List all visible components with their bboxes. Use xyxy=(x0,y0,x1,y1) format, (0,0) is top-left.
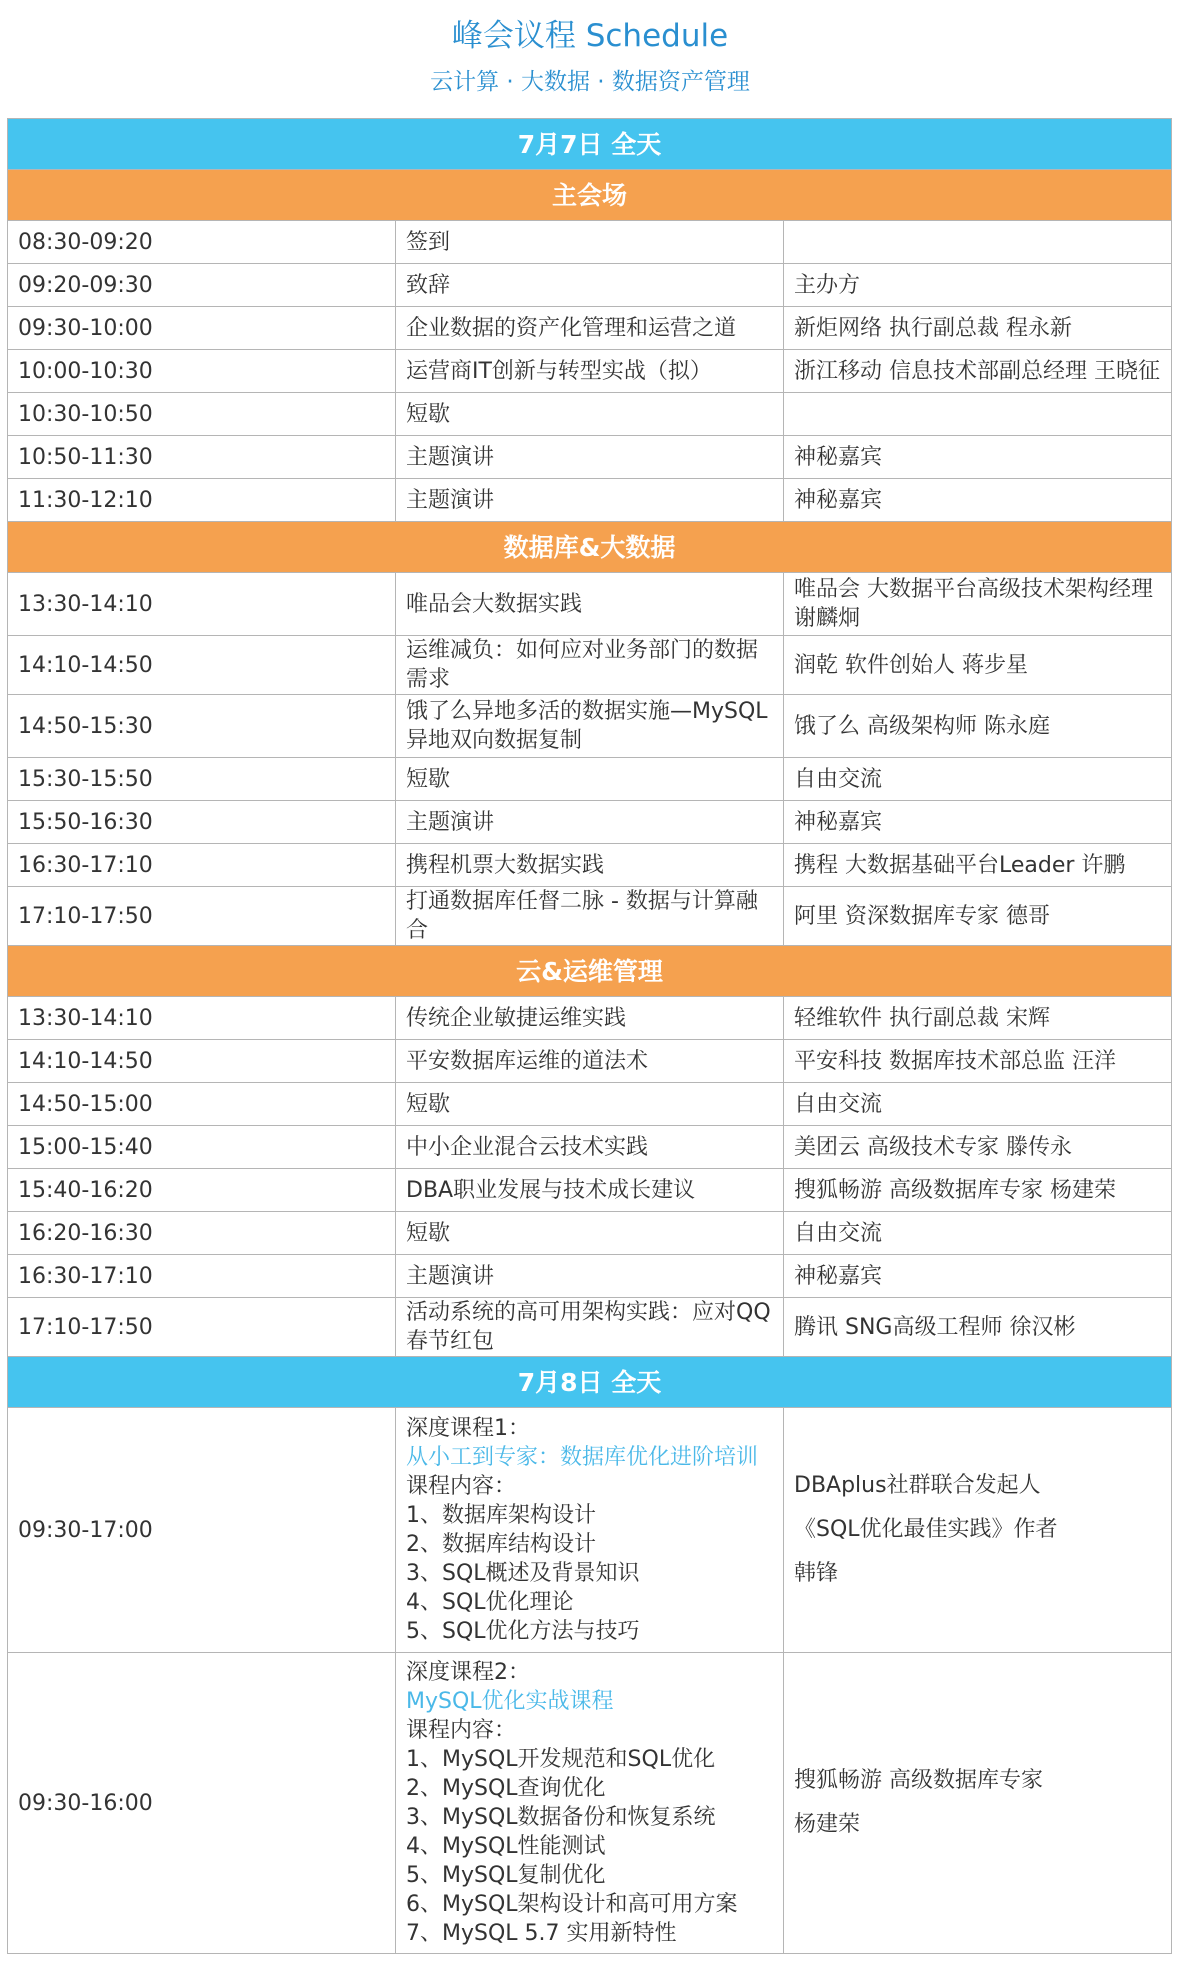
page-header xyxy=(0,0,1180,125)
speaker-cell: 轻维软件 执行副总裁 宋辉 xyxy=(784,997,1172,1040)
day-header-row xyxy=(8,119,1172,170)
course-item: 1、MySQL开发规范和SQL优化 xyxy=(406,1747,716,1772)
time-cell: 09:30-10:00 xyxy=(8,307,396,350)
time-cell: 15:40-16:20 xyxy=(8,1169,396,1212)
table-row xyxy=(8,1126,1172,1169)
speaker-cell: 美团云 高级技术专家 滕传永 xyxy=(784,1126,1172,1169)
speaker-cell: 饿了么 高级架构师 陈永庭 xyxy=(784,695,1172,758)
day-label: 7月8日 全天 xyxy=(8,1357,1172,1408)
speaker-line: 韩锋 xyxy=(794,1561,839,1586)
time-cell: 14:10-14:50 xyxy=(8,636,396,695)
topic-cell: 主题演讲 xyxy=(396,436,784,479)
course-content-label: 课程内容： xyxy=(406,1718,517,1743)
course-item: 2、数据库结构设计 xyxy=(406,1532,596,1557)
time-cell: 15:50-16:30 xyxy=(8,801,396,844)
day-header-row xyxy=(8,1357,1172,1408)
topic-cell: 携程机票大数据实践 xyxy=(396,844,784,887)
speaker-cell: 润乾 软件创始人 蒋步星 xyxy=(784,636,1172,695)
table-row xyxy=(8,1298,1172,1357)
speaker-line: 杨建荣 xyxy=(794,1812,861,1837)
speaker-cell xyxy=(784,1408,1172,1653)
section-header-row xyxy=(8,170,1172,221)
speaker-cell xyxy=(784,393,1172,436)
course-item: 2、MySQL查询优化 xyxy=(406,1776,606,1801)
speaker-cell: 阿里 资深数据库专家 德哥 xyxy=(784,887,1172,946)
time-cell: 14:10-14:50 xyxy=(8,1040,396,1083)
table-row xyxy=(8,436,1172,479)
section-title: 云&运维管理 xyxy=(8,946,1172,997)
section-title: 数据库&大数据 xyxy=(8,522,1172,573)
course-item: 5、SQL优化方法与技巧 xyxy=(406,1619,640,1644)
course-item: 6、MySQL架构设计和高可用方案 xyxy=(406,1892,738,1917)
topic-cell: 打通数据库任督二脉 - 数据与计算融合 xyxy=(396,887,784,946)
table-row xyxy=(8,307,1172,350)
table-row xyxy=(8,844,1172,887)
time-cell: 16:30-17:10 xyxy=(8,1255,396,1298)
speaker-cell xyxy=(784,221,1172,264)
page-subtitle: 云计算 · 大数据 · 数据资产管理 xyxy=(430,69,750,95)
topic-cell: 运营商IT创新与转型实战（拟） xyxy=(396,350,784,393)
speaker-cell: 唯品会 大数据平台高级技术架构经理 谢麟炯 xyxy=(784,573,1172,636)
time-cell: 16:30-17:10 xyxy=(8,844,396,887)
speaker-cell: 自由交流 xyxy=(784,1083,1172,1126)
time-cell: 13:30-14:10 xyxy=(8,573,396,636)
time-cell: 10:50-11:30 xyxy=(8,436,396,479)
speaker-cell: 新炬网络 执行副总裁 程永新 xyxy=(784,307,1172,350)
time-cell: 10:30-10:50 xyxy=(8,393,396,436)
table-row xyxy=(8,758,1172,801)
speaker-cell: 搜狐畅游 高级数据库专家 杨建荣 xyxy=(784,1169,1172,1212)
topic-cell: 短歇 xyxy=(396,1083,784,1126)
topic-cell: 运维减负：如何应对业务部门的数据需求 xyxy=(396,636,784,695)
time-cell: 17:10-17:50 xyxy=(8,887,396,946)
topic-cell: 主题演讲 xyxy=(396,479,784,522)
table-row xyxy=(8,801,1172,844)
table-row xyxy=(8,350,1172,393)
section-header-row xyxy=(8,522,1172,573)
time-cell: 15:30-15:50 xyxy=(8,758,396,801)
course-row xyxy=(8,1408,1172,1653)
table-row xyxy=(8,264,1172,307)
course-row xyxy=(8,1653,1172,1954)
time-cell: 14:50-15:30 xyxy=(8,695,396,758)
speaker-cell: 神秘嘉宾 xyxy=(784,436,1172,479)
course-item: 1、数据库架构设计 xyxy=(406,1503,596,1528)
speaker-cell: 自由交流 xyxy=(784,758,1172,801)
table-row xyxy=(8,1212,1172,1255)
time-cell: 09:30-17:00 xyxy=(8,1408,396,1653)
course-item: 3、MySQL数据备份和恢复系统 xyxy=(406,1805,716,1830)
time-cell: 15:00-15:40 xyxy=(8,1126,396,1169)
speaker-cell: 神秘嘉宾 xyxy=(784,801,1172,844)
section-title: 主会场 xyxy=(8,170,1172,221)
topic-cell: 短歇 xyxy=(396,1212,784,1255)
time-cell: 09:20-09:30 xyxy=(8,264,396,307)
topic-cell: 唯品会大数据实践 xyxy=(396,573,784,636)
schedule-table xyxy=(7,118,1172,1954)
time-cell: 09:30-16:00 xyxy=(8,1653,396,1954)
course-item: 4、SQL优化理论 xyxy=(406,1590,574,1615)
course-cell xyxy=(396,1408,784,1653)
topic-cell: 平安数据库运维的道法术 xyxy=(396,1040,784,1083)
table-row xyxy=(8,997,1172,1040)
course-item: 3、SQL概述及背景知识 xyxy=(406,1561,640,1586)
topic-cell: 主题演讲 xyxy=(396,1255,784,1298)
speaker-cell: 主办方 xyxy=(784,264,1172,307)
time-cell: 08:30-09:20 xyxy=(8,221,396,264)
topic-cell: 饿了么异地多活的数据实施—MySQL异地双向数据复制 xyxy=(396,695,784,758)
table-row xyxy=(8,1040,1172,1083)
table-row xyxy=(8,1169,1172,1212)
course-item: 7、MySQL 5.7 实用新特性 xyxy=(406,1921,677,1946)
table-row xyxy=(8,1083,1172,1126)
course-name: 从小工到专家：数据库优化进阶培训 xyxy=(406,1445,759,1470)
table-row xyxy=(8,393,1172,436)
course-content-label: 课程内容： xyxy=(406,1474,517,1499)
table-row xyxy=(8,887,1172,946)
topic-cell: 企业数据的资产化管理和运营之道 xyxy=(396,307,784,350)
topic-cell: 活动系统的高可用架构实践：应对QQ春节红包 xyxy=(396,1298,784,1357)
speaker-line: DBAplus社群联合发起人 xyxy=(794,1473,1041,1498)
page-title: 峰会议程 Schedule xyxy=(451,18,729,54)
speaker-cell: 携程 大数据基础平台Leader 许鹏 xyxy=(784,844,1172,887)
course-cell xyxy=(396,1653,784,1954)
time-cell: 11:30-12:10 xyxy=(8,479,396,522)
speaker-cell: 自由交流 xyxy=(784,1212,1172,1255)
speaker-cell: 平安科技 数据库技术部总监 汪洋 xyxy=(784,1040,1172,1083)
table-row xyxy=(8,573,1172,636)
table-row xyxy=(8,1255,1172,1298)
time-cell: 17:10-17:50 xyxy=(8,1298,396,1357)
time-cell: 16:20-16:30 xyxy=(8,1212,396,1255)
topic-cell: 传统企业敏捷运维实践 xyxy=(396,997,784,1040)
section-header-row xyxy=(8,946,1172,997)
table-row xyxy=(8,695,1172,758)
time-cell: 10:00-10:30 xyxy=(8,350,396,393)
table-row xyxy=(8,479,1172,522)
topic-cell: 短歇 xyxy=(396,758,784,801)
time-cell: 14:50-15:00 xyxy=(8,1083,396,1126)
topic-cell: 短歇 xyxy=(396,393,784,436)
time-cell: 13:30-14:10 xyxy=(8,997,396,1040)
speaker-cell xyxy=(784,1653,1172,1954)
topic-cell: 签到 xyxy=(396,221,784,264)
topic-cell: DBA职业发展与技术成长建议 xyxy=(396,1169,784,1212)
topic-cell: 中小企业混合云技术实践 xyxy=(396,1126,784,1169)
course-name: MySQL优化实战课程 xyxy=(406,1689,614,1714)
course-item: 4、MySQL性能测试 xyxy=(406,1834,606,1859)
speaker-cell: 浙江移动 信息技术部副总经理 王晓征 xyxy=(784,350,1172,393)
speaker-cell: 神秘嘉宾 xyxy=(784,479,1172,522)
course-heading: 深度课程1： xyxy=(406,1416,530,1441)
speaker-line: 搜狐畅游 高级数据库专家 xyxy=(794,1768,1043,1793)
course-item: 5、MySQL复制优化 xyxy=(406,1863,606,1888)
table-row xyxy=(8,636,1172,695)
topic-cell: 致辞 xyxy=(396,264,784,307)
speaker-line: 《SQL优化最佳实践》作者 xyxy=(794,1517,1058,1542)
speaker-cell: 神秘嘉宾 xyxy=(784,1255,1172,1298)
table-row xyxy=(8,221,1172,264)
speaker-cell: 腾讯 SNG高级工程师 徐汉彬 xyxy=(784,1298,1172,1357)
course-heading: 深度课程2： xyxy=(406,1660,530,1685)
topic-cell: 主题演讲 xyxy=(396,801,784,844)
day-label: 7月7日 全天 xyxy=(8,119,1172,170)
